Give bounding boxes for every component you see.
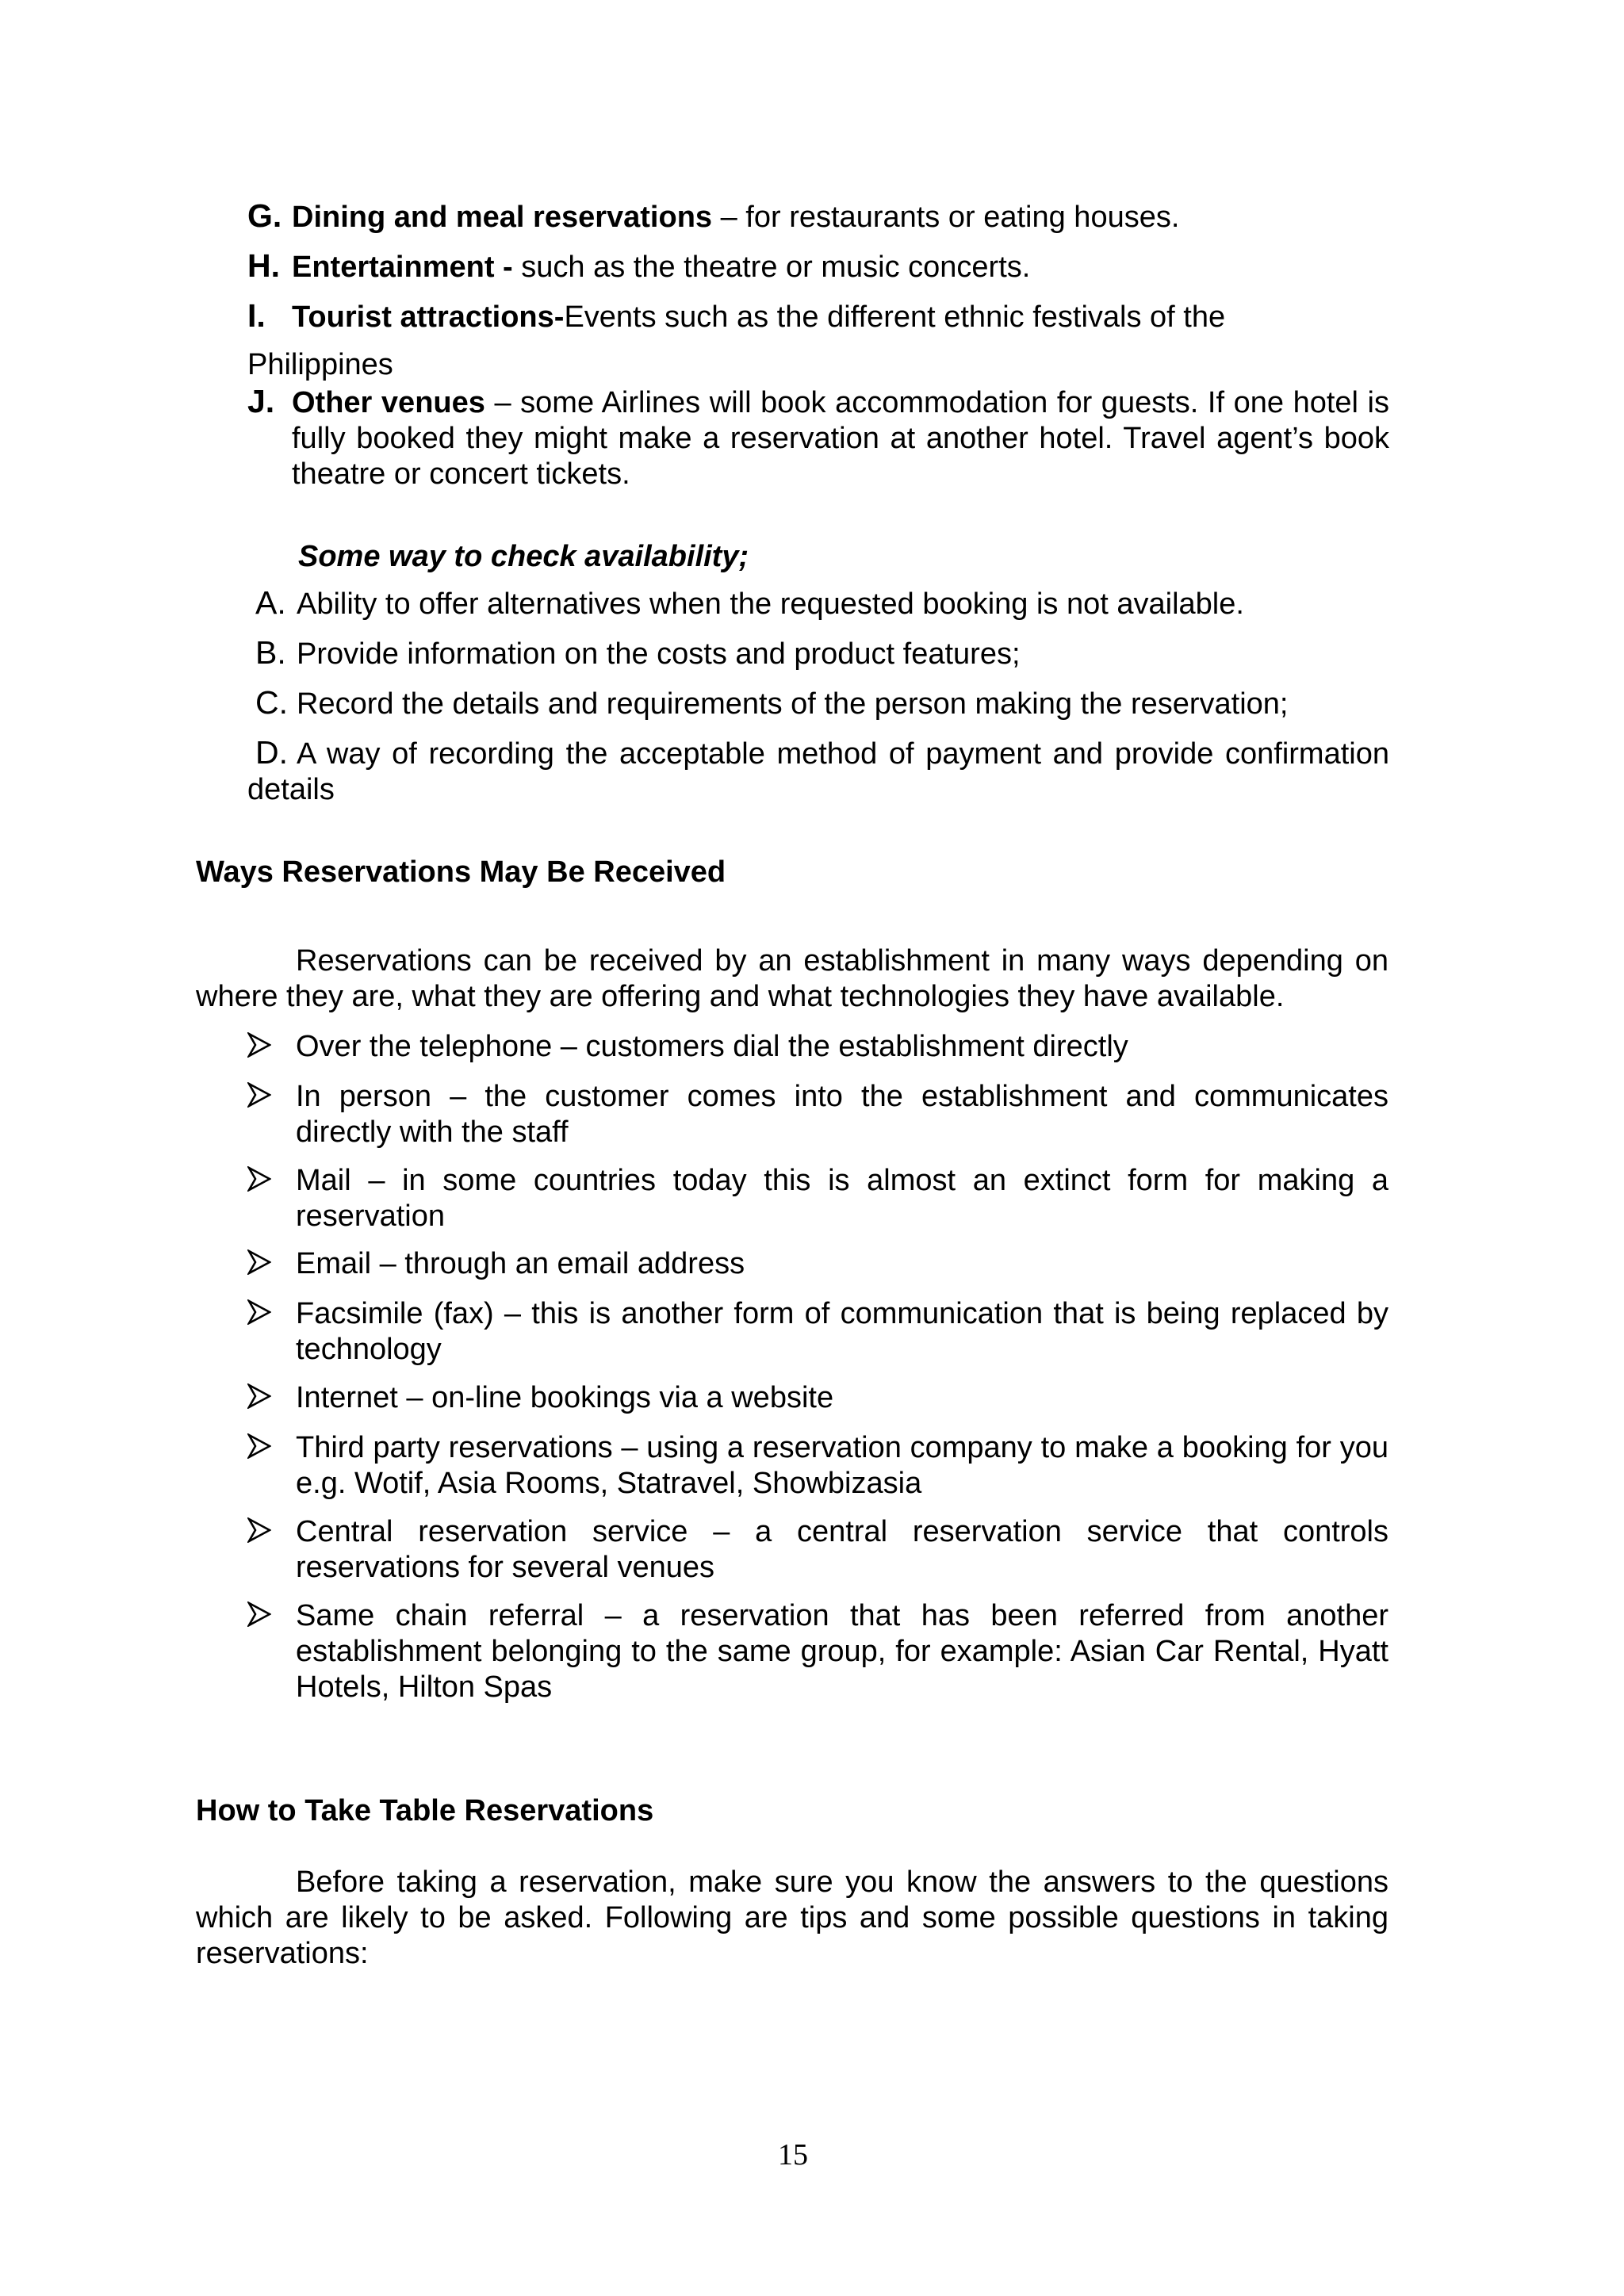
page-number: 15 (778, 2138, 808, 2172)
arrow-bullet-icon (247, 1517, 271, 1543)
list-text: Provide information on the costs and product features; (297, 637, 1021, 671)
bullet-text: Internet – on-line bookings via a website (296, 1381, 834, 1414)
list-text: – for restaurants or eating houses. (712, 201, 1180, 234)
list-text: such as the theatre or music concerts. (512, 251, 1031, 284)
list-letter: C. (255, 684, 288, 721)
list-text: A way of recording the acceptable method of payment and provide confirmation (297, 737, 1389, 771)
bullet-text: Over the telephone – customers dial the establishment directly (296, 1030, 1128, 1063)
list-text: – some Airlines will book accommodation for guests. If one hotel is fully booked they might make a reservation at another hotel. Travel agent’s book theatre or concert tickets. (292, 386, 1389, 491)
list-letter: A. (255, 584, 286, 621)
list-term: Tourist attractions- (292, 300, 565, 334)
list-text: Events such as the different ethnic festivals of the (564, 300, 1226, 334)
availability-heading: Some way to check availability; (298, 540, 749, 573)
arrow-bullet-icon (247, 1166, 271, 1192)
list-letter: G. (247, 197, 282, 234)
list-item-i-continuation: Philippines (247, 348, 393, 381)
list-term: Other venues (292, 386, 485, 419)
bullet-text: Third party reservations – using a reservation company to make a booking for you e.g. Wotif, Asia Rooms, Statravel, Showbizasia (296, 1431, 1388, 1500)
arrow-bullet-icon (247, 1383, 271, 1409)
list-term: Dining and meal reservations (292, 201, 713, 234)
section-heading-table-reservations: How to Take Table Reservations (196, 1794, 654, 1827)
list-letter: B. (255, 634, 286, 671)
list-term: Entertainment - (292, 251, 513, 284)
list-letter: H. (247, 247, 280, 284)
arrow-bullet-icon (247, 1249, 271, 1275)
list-text: Ability to offer alternatives when the requested booking is not available. (297, 587, 1244, 621)
table-reservations-intro: Before taking a reservation, make sure you know the answers to the questions which are likely to be asked. Following are tips and some possible questions in taking reservations: (196, 1866, 1388, 1970)
bullet-text: Same chain referral – a reservation that has been referred from another establishment belonging to the same group, for example: Asian Car Rental, Hyatt Hotels, Hilton Spas (296, 1599, 1388, 1704)
bullet-text: Mail – in some countries today this is almost an extinct form for making a reservation (296, 1164, 1388, 1233)
arrow-bullet-icon (247, 1601, 271, 1627)
arrow-bullet-icon (247, 1032, 271, 1058)
bullet-text: Central reservation service – a central reservation service that controls reservations for several venues (296, 1515, 1388, 1584)
list-text: Record the details and requirements of the person making the reservation; (297, 687, 1289, 721)
arrow-bullet-icon (247, 1082, 271, 1108)
list-letter: J. (247, 383, 275, 419)
section-heading-ways: Ways Reservations May Be Received (196, 855, 726, 889)
availability-item-d-continuation: details (247, 773, 335, 806)
list-letter: D. (255, 734, 288, 771)
arrow-bullet-icon (247, 1299, 271, 1325)
bullet-text: In person – the customer comes into the establishment and communicates directly with the staff (296, 1080, 1388, 1149)
list-letter: I. (247, 297, 266, 334)
bullet-text: Facsimile (fax) – this is another form of communication that is being replaced by technology (296, 1297, 1388, 1366)
ways-intro-paragraph: Reservations can be received by an establishment in many ways depending on where they are, what they are offering and what technologies they have available. (196, 944, 1388, 1013)
bullet-text: Email – through an email address (296, 1247, 745, 1280)
arrow-bullet-icon (247, 1433, 271, 1459)
